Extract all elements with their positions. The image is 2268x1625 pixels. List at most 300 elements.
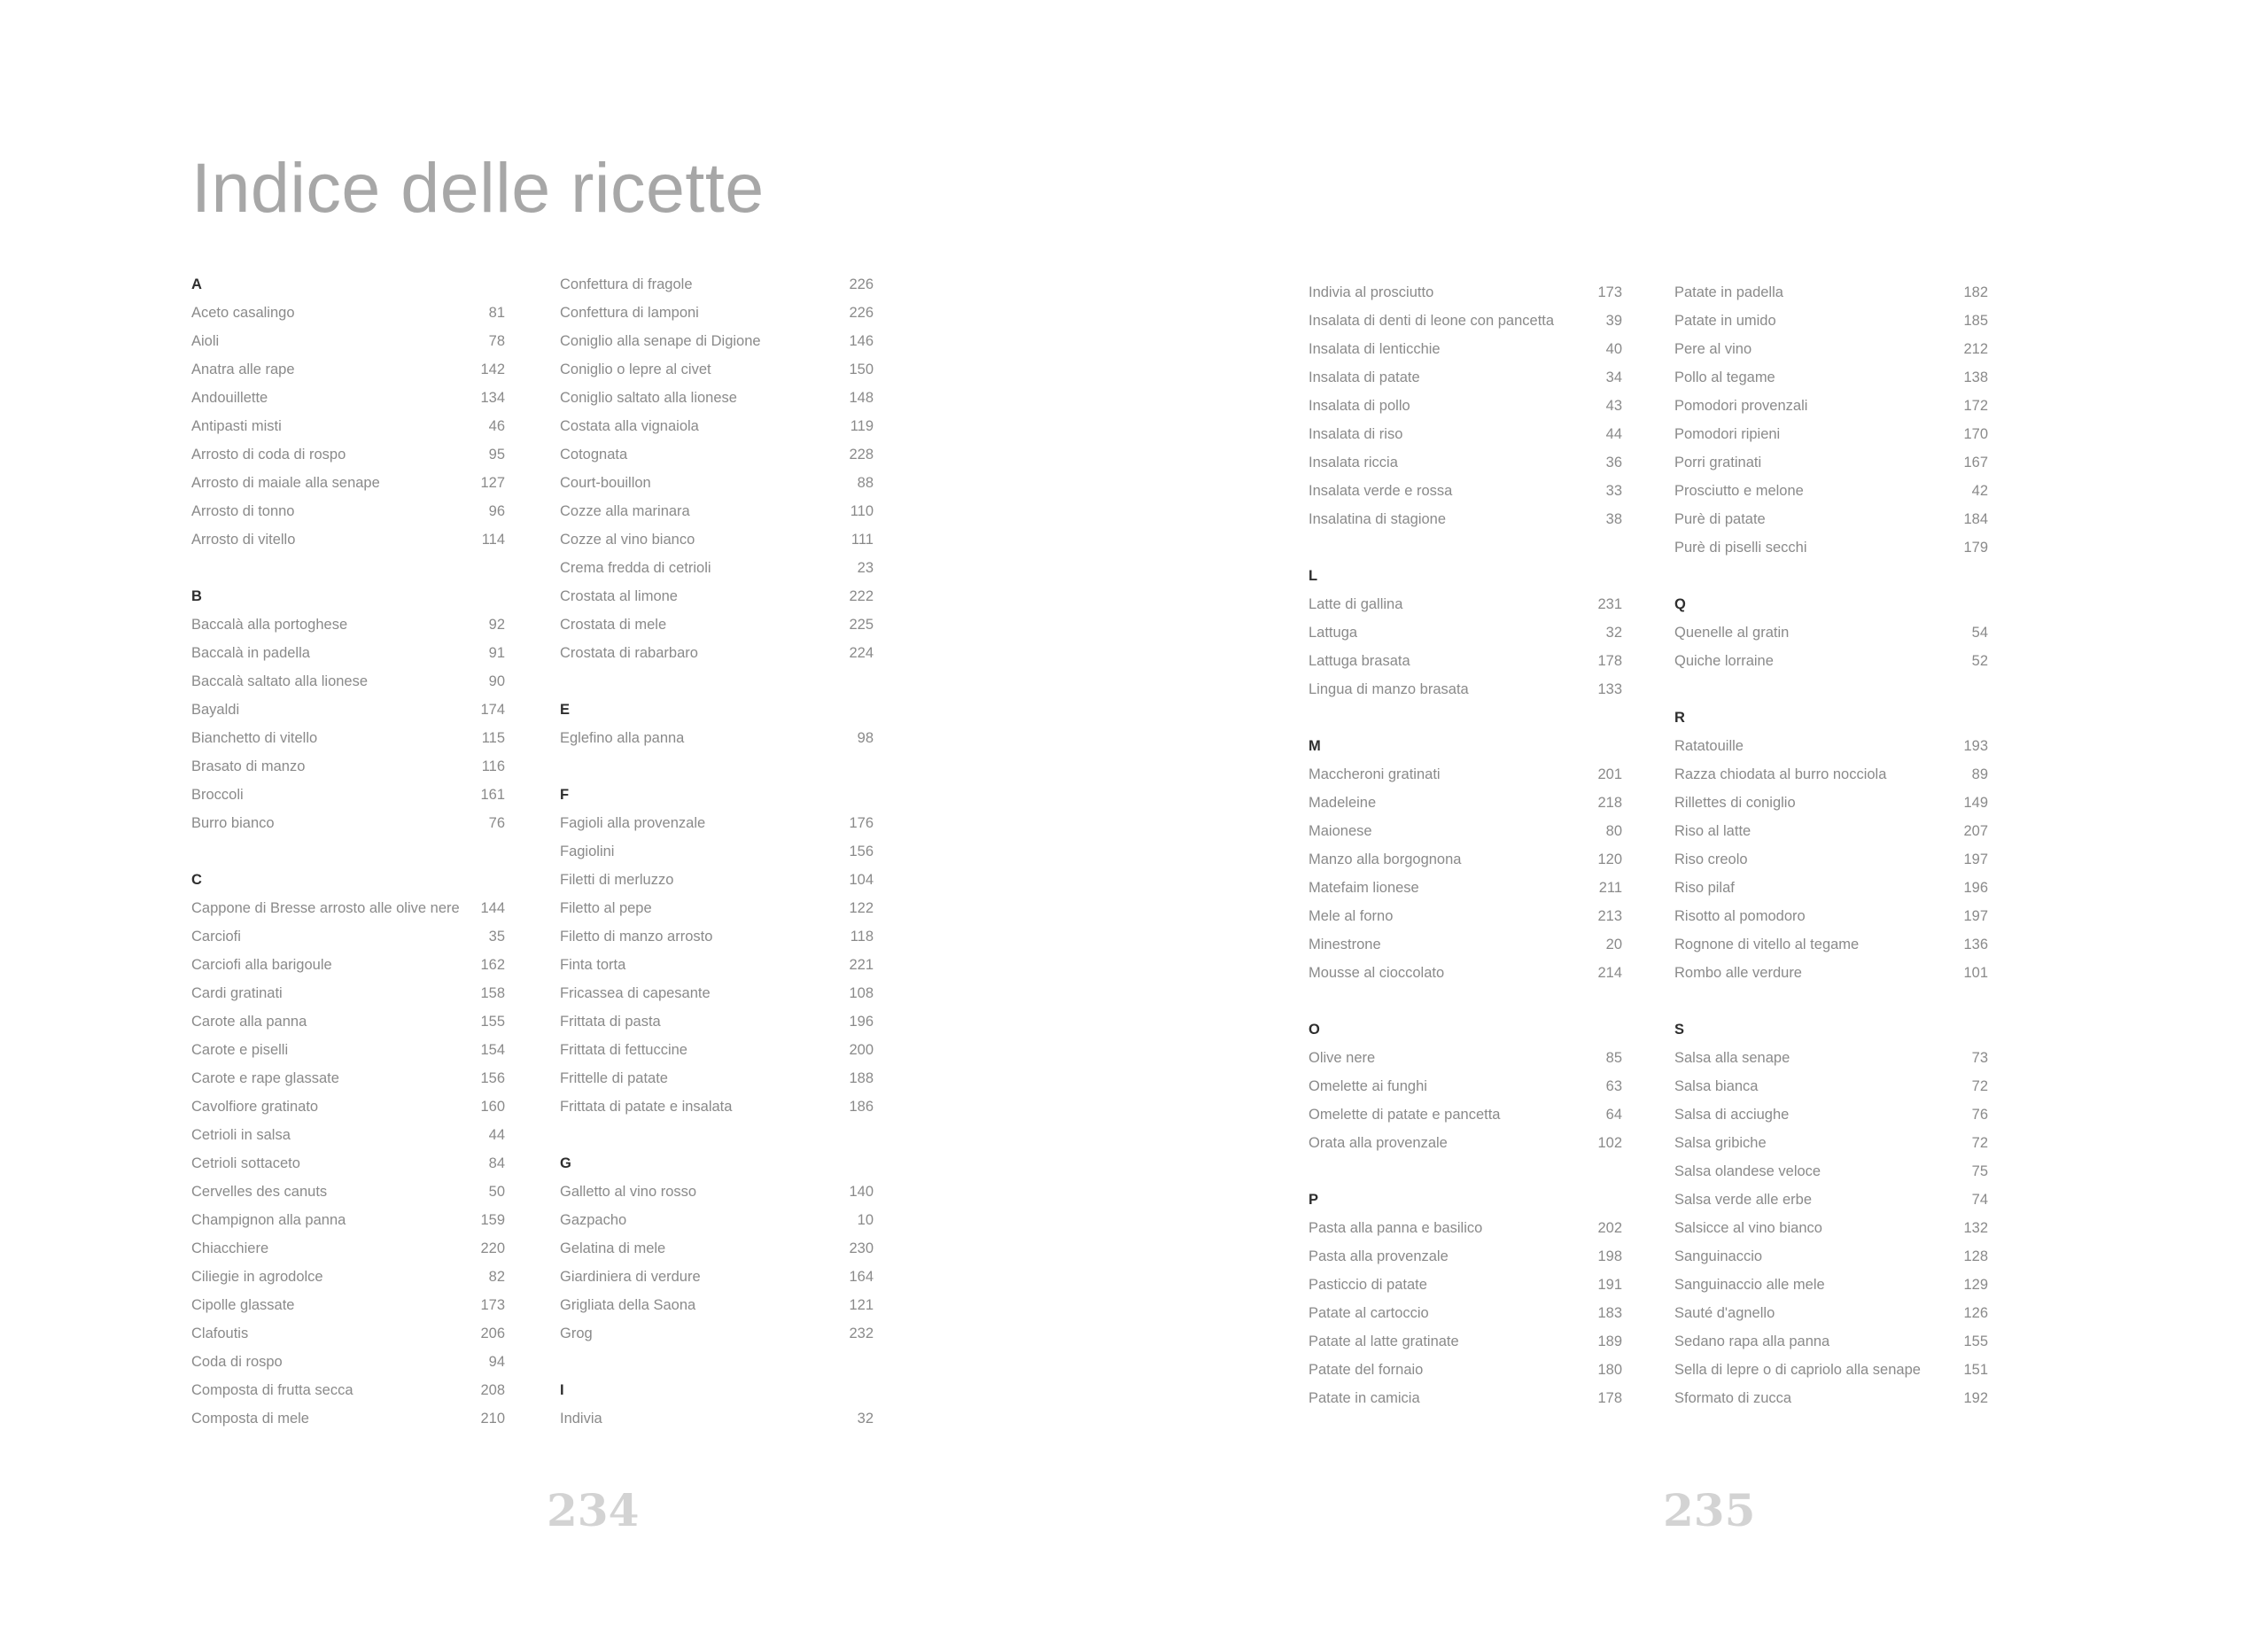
section-spacer [1309,704,1622,732]
recipe-name: Pomodori ripieni [1674,426,1781,442]
recipe-name: Insalata di pollo [1309,398,1410,414]
recipe-entry [191,299,505,327]
recipe-name: Frittata di patate e insalata [560,1099,733,1115]
recipe-entry [560,554,874,582]
recipe-name: Champignon alla panna [191,1212,346,1228]
section-spacer [1309,1157,1622,1186]
recipe-page-number: 162 [480,957,505,973]
recipe-page-number: 192 [1963,1390,1988,1406]
section-spacer [560,1121,874,1149]
recipe-name: Crostata al limone [560,588,678,604]
recipe-entry [560,979,874,1007]
recipe-page-number: 46 [488,418,505,434]
recipe-entry [191,667,505,696]
recipe-page-number: 72 [1971,1135,1988,1151]
recipe-entry [1309,1214,1622,1242]
section-letter-heading: C [191,872,202,888]
recipe-entry [1309,1299,1622,1327]
recipe-name: Salsa gribiche [1674,1135,1767,1151]
recipe-name: Salsicce al vino bianco [1674,1220,1822,1236]
recipe-name: Cervelles des canuts [191,1184,328,1200]
recipe-page-number: 122 [849,900,874,916]
recipe-page-number: 34 [1605,369,1622,385]
recipe-name: Rognone di vitello al tegame [1674,937,1860,952]
recipe-name: Patate in camicia [1309,1390,1420,1406]
recipe-page-number: 119 [850,418,874,434]
recipe-page-number: 173 [1597,284,1622,300]
recipe-entry [560,1319,874,1348]
recipe-entry [1674,1299,1988,1327]
section-letter-heading: L [1309,568,1318,584]
recipe-page-number: 52 [1971,653,1988,669]
recipe-page-number: 38 [1605,511,1622,527]
recipe-entry [191,752,505,781]
recipe-name: Pere al vino [1674,341,1752,357]
recipe-entry [1309,335,1622,363]
recipe-name: Eglefino alla panna [560,730,685,746]
recipe-page-number: 128 [1963,1248,1988,1264]
recipe-page-number: 23 [857,560,874,576]
recipe-entry [191,355,505,384]
recipe-page-number: 172 [1963,398,1988,414]
recipe-entry [560,469,874,497]
recipe-entry [1674,1044,1988,1072]
recipe-entry [191,384,505,412]
recipe-entry [1674,278,1988,307]
recipe-entry [1674,1129,1988,1157]
page-title: Indice delle ricette [191,148,765,227]
recipe-entry [191,1007,505,1036]
recipe-page-number: 84 [488,1155,505,1171]
recipe-page-number: 98 [857,730,874,746]
recipe-entry [191,1291,505,1319]
recipe-name: Insalata verde e rossa [1309,483,1453,499]
recipe-name: Crostata di rabarbaro [560,645,698,661]
recipe-page-number: 76 [1971,1107,1988,1123]
recipe-entry [1674,817,1988,845]
recipe-name: Carote e piselli [191,1042,289,1058]
recipe-name: Crema fredda di cetrioli [560,560,711,576]
recipe-name: Lingua di manzo brasata [1309,681,1469,697]
recipe-page-number: 63 [1605,1078,1622,1094]
recipe-entry [560,922,874,951]
recipe-entry [1309,817,1622,845]
page-number-right: 235 [1663,1484,1756,1536]
recipe-name: Galletto al vino rosso [560,1184,697,1200]
section-spacer [1309,987,1622,1015]
recipe-name: Fricassea di capesante [560,985,711,1001]
recipe-page-number: 191 [1597,1277,1622,1293]
index-column-2 [560,270,874,1433]
recipe-entry [191,979,505,1007]
recipe-entry [191,1263,505,1291]
recipe-name: Insalata riccia [1309,455,1398,470]
recipe-entry [191,1206,505,1234]
recipe-page-number: 178 [1597,653,1622,669]
recipe-name: Sella di lepre o di capriolo alla senape [1674,1362,1921,1378]
recipe-page-number: 136 [1963,937,1988,952]
recipe-name: Maionese [1309,823,1372,839]
section-spacer [1674,987,1988,1015]
section-spacer [1674,562,1988,590]
recipe-page-number: 180 [1597,1362,1622,1378]
recipe-entry [1674,647,1988,675]
index-column-1 [191,270,505,1433]
recipe-entry [1674,760,1988,789]
recipe-name: Patate in umido [1674,313,1776,329]
recipe-name: Matefaim lionese [1309,880,1419,896]
recipe-name: Clafoutis [191,1326,249,1341]
recipe-name: Cozze alla marinara [560,503,690,519]
recipe-name: Baccalà alla portoghese [191,617,348,633]
recipe-page-number: 214 [1597,965,1622,981]
recipe-entry [1674,930,1988,959]
recipe-name: Olive nere [1309,1050,1376,1066]
recipe-name: Filetto al pepe [560,900,652,916]
recipe-page-number: 224 [849,645,874,661]
recipe-page-number: 110 [850,503,874,519]
recipe-name: Grog [560,1326,593,1341]
recipe-name: Frittata di pasta [560,1014,661,1030]
recipe-page-number: 134 [480,390,505,406]
section-spacer [1309,533,1622,562]
recipe-name: Risotto al pomodoro [1674,908,1806,924]
recipe-name: Frittata di fettuccine [560,1042,687,1058]
recipe-page-number: 81 [488,305,505,321]
recipe-page-number: 43 [1605,398,1622,414]
recipe-name: Insalata di riso [1309,426,1403,442]
index-column-3 [1309,278,1622,1412]
recipe-page-number: 104 [849,872,874,888]
recipe-name: Madeleine [1309,795,1377,811]
recipe-entry [1309,590,1622,618]
recipe-page-number: 159 [480,1212,505,1228]
recipe-entry [1674,789,1988,817]
recipe-page-number: 44 [1605,426,1622,442]
recipe-page-number: 10 [857,1212,874,1228]
recipe-entry [1674,959,1988,987]
recipe-name: Gazpacho [560,1212,627,1228]
recipe-page-number: 40 [1605,341,1622,357]
recipe-name: Cavolfiore gratinato [191,1099,319,1115]
recipe-name: Bayaldi [191,702,240,718]
recipe-page-number: 73 [1971,1050,1988,1066]
recipe-entry [1309,874,1622,902]
recipe-page-number: 228 [849,447,874,463]
recipe-entry [1674,1072,1988,1100]
recipe-name: Patate del fornaio [1309,1362,1424,1378]
recipe-entry [1674,902,1988,930]
recipe-page-number: 150 [849,362,874,377]
recipe-name: Coda di rospo [191,1354,283,1370]
recipe-entry [560,837,874,866]
recipe-name: Pomodori provenzali [1674,398,1808,414]
recipe-entry [1674,1356,1988,1384]
recipe-name: Insalata di lenticchie [1309,341,1441,357]
recipe-name: Pasticcio di patate [1309,1277,1427,1293]
recipe-name: Sformato di zucca [1674,1390,1792,1406]
recipe-name: Carciofi [191,929,241,945]
recipe-page-number: 188 [849,1070,874,1086]
recipe-name: Razza chiodata al burro nocciola [1674,766,1887,782]
recipe-name: Anatra alle rape [191,362,295,377]
recipe-page-number: 206 [480,1326,505,1341]
recipe-page-number: 82 [488,1269,505,1285]
recipe-entry [1309,307,1622,335]
recipe-entry [560,525,874,554]
recipe-page-number: 36 [1605,455,1622,470]
recipe-entry [1309,1384,1622,1412]
recipe-page-number: 92 [488,617,505,633]
recipe-entry [191,1092,505,1121]
recipe-name: Pollo al tegame [1674,369,1775,385]
recipe-page-number: 80 [1605,823,1622,839]
recipe-page-number: 32 [1605,625,1622,641]
recipe-page-number: 108 [849,985,874,1001]
section-letter-heading: O [1309,1022,1320,1038]
recipe-entry [560,1178,874,1206]
recipe-page-number: 202 [1597,1220,1622,1236]
recipe-name: Confettura di lamponi [560,305,699,321]
recipe-page-number: 178 [1597,1390,1622,1406]
recipe-entry [1674,335,1988,363]
section-letter-heading: G [560,1155,571,1171]
recipe-name: Antipasti misti [191,418,282,434]
recipe-name: Composta di frutta secca [191,1382,353,1398]
recipe-page-number: 174 [480,702,505,718]
recipe-page-number: 138 [1963,369,1988,385]
recipe-name: Cetrioli sottaceto [191,1155,300,1171]
recipe-name: Manzo alla borgognona [1309,851,1462,867]
recipe-page-number: 120 [1597,851,1622,867]
recipe-entry [560,497,874,525]
recipe-name: Riso pilaf [1674,880,1735,896]
section-letter-heading: A [191,276,202,292]
section-letter-heading: Q [1674,596,1686,612]
recipe-entry [191,1348,505,1376]
section-spacer [560,752,874,781]
recipe-entry [1674,448,1988,477]
recipe-page-number: 161 [480,787,505,803]
recipe-entry [1309,902,1622,930]
recipe-name: Brasato di manzo [191,758,306,774]
recipe-page-number: 54 [1971,625,1988,641]
recipe-entry [1309,278,1622,307]
recipe-entry [560,724,874,752]
recipe-name: Rillettes di coniglio [1674,795,1796,811]
recipe-entry [191,1234,505,1263]
recipe-entry [1674,618,1988,647]
recipe-entry [1309,1271,1622,1299]
recipe-page-number: 200 [849,1042,874,1058]
recipe-entry [560,1064,874,1092]
recipe-name: Confettura di fragole [560,276,693,292]
recipe-name: Ciliegie in agrodolce [191,1269,323,1285]
recipe-name: Rombo alle verdure [1674,965,1802,981]
recipe-name: Prosciutto e melone [1674,483,1804,499]
recipe-page-number: 76 [488,815,505,831]
recipe-name: Bianchetto di vitello [191,730,318,746]
recipe-entry [1309,477,1622,505]
recipe-name: Salsa bianca [1674,1078,1759,1094]
recipe-name: Quiche lorraine [1674,653,1774,669]
recipe-name: Salsa olandese veloce [1674,1163,1821,1179]
recipe-entry [560,384,874,412]
recipe-entry [560,412,874,440]
recipe-entry [191,809,505,837]
recipe-name: Broccoli [191,787,244,803]
recipe-page-number: 96 [488,503,505,519]
recipe-name: Patate al latte gratinate [1309,1333,1459,1349]
recipe-entry [560,1036,874,1064]
section-letter-heading: F [560,787,570,803]
recipe-entry [191,327,505,355]
recipe-entry [560,1206,874,1234]
section-letter-heading: B [191,588,202,604]
recipe-entry [1674,1384,1988,1412]
recipe-name: Aioli [191,333,220,349]
recipe-name: Insalata di patate [1309,369,1420,385]
recipe-name: Omelette di patate e pancetta [1309,1107,1501,1123]
recipe-page-number: 64 [1605,1107,1622,1123]
recipe-name: Salsa alla senape [1674,1050,1790,1066]
recipe-name: Mousse al cioccolato [1309,965,1445,981]
recipe-entry [1309,845,1622,874]
recipe-entry [560,582,874,610]
section-letter-heading: E [560,702,571,718]
recipe-entry [191,610,505,639]
recipe-entry [1309,930,1622,959]
recipe-page-number: 173 [480,1297,505,1313]
recipe-page-number: 221 [849,957,874,973]
recipe-name: Gelatina di mele [560,1240,666,1256]
recipe-entry [191,1376,505,1404]
recipe-entry [1309,1242,1622,1271]
recipe-name: Coniglio alla senape di Digione [560,333,761,349]
recipe-page-number: 121 [849,1297,874,1313]
recipe-name: Latte di gallina [1309,596,1403,612]
recipe-entry [191,894,505,922]
recipe-page-number: 115 [481,730,505,746]
recipe-name: Arrosto di maiale alla senape [191,475,380,491]
recipe-name: Patate in padella [1674,284,1783,300]
recipe-entry [191,1149,505,1178]
section-spacer [1674,675,1988,704]
recipe-entry [1674,732,1988,760]
section-spacer [191,837,505,866]
recipe-entry [560,299,874,327]
recipe-page-number: 170 [1963,426,1988,442]
recipe-entry [1309,505,1622,533]
recipe-page-number: 164 [849,1269,874,1285]
section-letter-heading: I [560,1382,564,1398]
recipe-entry [560,894,874,922]
recipe-entry [1674,1242,1988,1271]
recipe-name: Indivia al prosciutto [1309,284,1434,300]
recipe-entry [191,781,505,809]
recipe-page-number: 207 [1963,823,1988,839]
recipe-name: Burro bianco [191,815,275,831]
recipe-entry [560,610,874,639]
recipe-entry [1309,1327,1622,1356]
recipe-entry [1309,1044,1622,1072]
recipe-entry [1674,874,1988,902]
recipe-entry [191,1036,505,1064]
recipe-page-number: 44 [488,1127,505,1143]
recipe-name: Insalatina di stagione [1309,511,1447,527]
recipe-page-number: 72 [1971,1078,1988,1094]
recipe-name: Sanguinaccio [1674,1248,1763,1264]
recipe-page-number: 20 [1605,937,1622,952]
section-letter-heading: M [1309,738,1321,754]
recipe-name: Filetto di manzo arrosto [560,929,713,945]
recipe-page-number: 140 [849,1184,874,1200]
recipe-entry [191,497,505,525]
recipe-name: Indivia [560,1411,602,1427]
recipe-entry [191,724,505,752]
recipe-name: Patate al cartoccio [1309,1305,1429,1321]
recipe-name: Ratatouille [1674,738,1744,754]
recipe-entry [191,639,505,667]
recipe-page-number: 111 [850,532,874,548]
recipe-name: Salsa di acciughe [1674,1107,1790,1123]
recipe-page-number: 154 [480,1042,505,1058]
recipe-entry [560,355,874,384]
recipe-entry [1674,505,1988,533]
recipe-entry [1674,1214,1988,1242]
recipe-page-number: 193 [1963,738,1988,754]
recipe-page-number: 211 [1598,880,1622,896]
section-letter-heading: P [1309,1192,1319,1208]
recipe-name: Andouillette [191,390,268,406]
recipe-page-number: 176 [849,815,874,831]
recipe-name: Crostata di mele [560,617,667,633]
recipe-page-number: 179 [1963,540,1988,556]
recipe-entry [1674,1271,1988,1299]
recipe-entry [1674,420,1988,448]
recipe-name: Cipolle glassate [191,1297,295,1313]
recipe-page-number: 183 [1597,1305,1622,1321]
recipe-page-number: 118 [850,929,874,945]
recipe-page-number: 160 [480,1099,505,1115]
recipe-entry [1309,1129,1622,1157]
section-letter-heading: R [1674,710,1685,726]
recipe-entry [1309,789,1622,817]
recipe-page-number: 197 [1963,908,1988,924]
recipe-entry [1309,760,1622,789]
recipe-name: Giardiniera di verdure [560,1269,701,1285]
recipe-name: Costata alla vignaiola [560,418,699,434]
recipe-entry [560,1234,874,1263]
recipe-page-number: 114 [481,532,505,548]
recipe-page-number: 213 [1597,908,1622,924]
recipe-name: Baccalà saltato alla lionese [191,673,369,689]
recipe-page-number: 78 [488,333,505,349]
recipe-name: Lattuga brasata [1309,653,1410,669]
recipe-page-number: 101 [1963,965,1988,981]
recipe-page-number: 149 [1963,795,1988,811]
recipe-page-number: 196 [849,1014,874,1030]
recipe-entry [1309,1100,1622,1129]
recipe-entry [1309,392,1622,420]
recipe-page-number: 210 [480,1411,505,1427]
recipe-page-number: 167 [1963,455,1988,470]
recipe-page-number: 156 [480,1070,505,1086]
recipe-entry [191,1064,505,1092]
recipe-entry [560,270,874,299]
recipe-page-number: 151 [1963,1362,1988,1378]
recipe-entry [191,469,505,497]
